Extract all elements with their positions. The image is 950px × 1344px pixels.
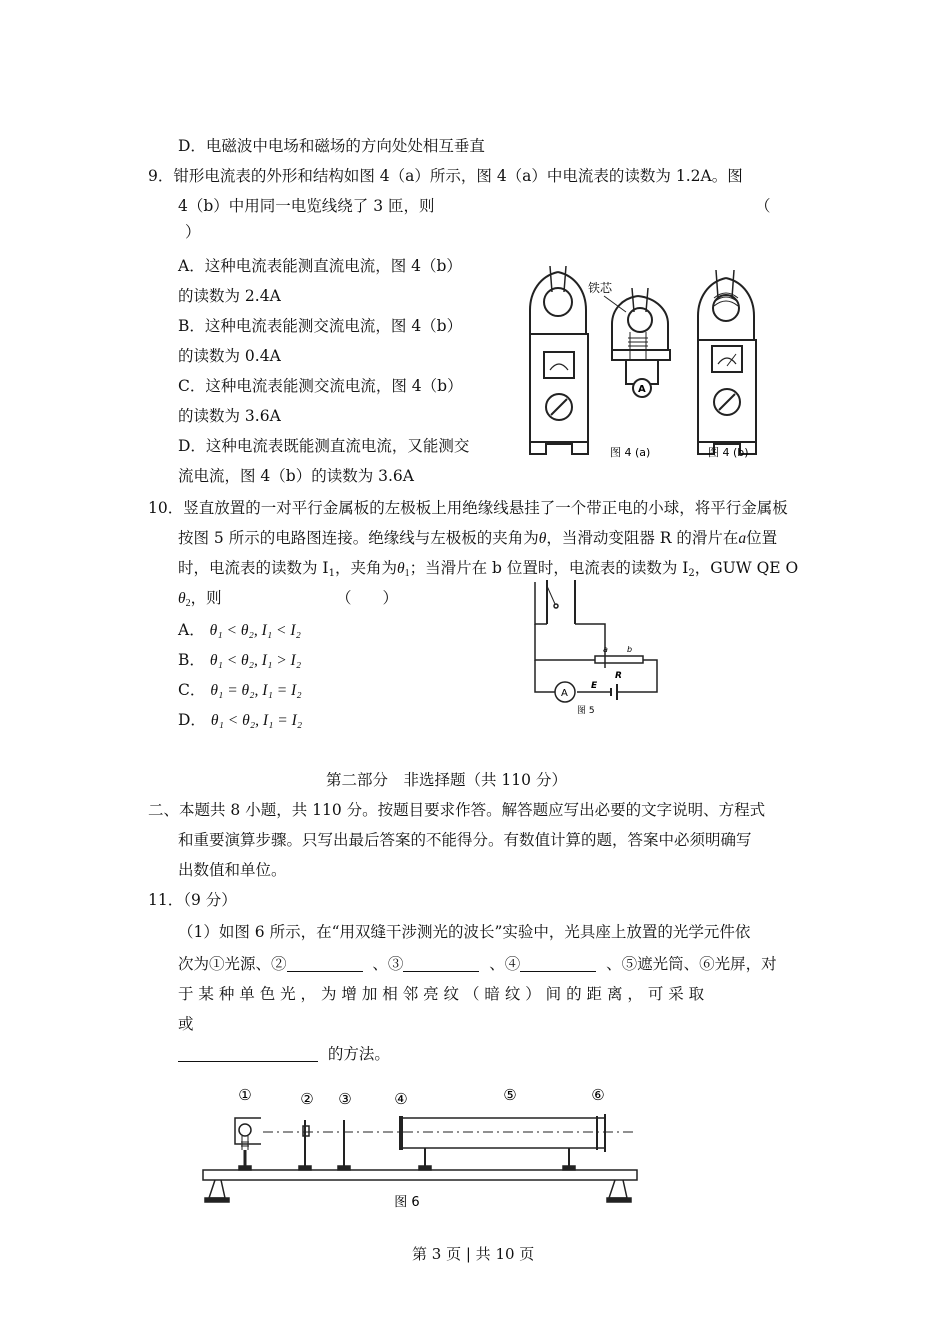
figure-4a-caption: 图 4 (a) [610,446,651,459]
option-expression: θ₁ < θ₂, I₁ > I₂ [209,652,302,669]
q11-part1-line5 [178,1044,390,1064]
q9-option-a-line2: 的读数为 2.4A [178,287,281,305]
part2-intro-line2: 和重要演算步骤。只写出最后答案的不能得分。有数值计算的题，答案中必须明确写 [178,831,752,849]
q10-stem-line4 [178,588,222,614]
q9-answer-paren-open: （ [755,197,771,215]
q11-text: 、③ [372,955,404,973]
q10-stem-line3 [178,558,798,584]
figure-5-ammeter-label: A [561,688,568,699]
figure-5-point-b: b [627,645,633,654]
subscript: 1 [328,568,335,579]
q9-option-c-line1: C．这种电流表能测交流电流，图 4（b） [178,377,463,395]
q9-answer-paren-close: ） [185,223,201,241]
part2-intro-line3: 出数值和单位。 [178,861,287,879]
figure-5-circuit [525,578,665,718]
q10-stem-line2 [178,528,777,549]
q11-part1-line3: 于 某 种 单 色 光 ， 为 增 加 相 邻 亮 纹 （ 暗 纹 ） 间 的 距 离 ， 可 采 取 [178,985,705,1003]
option-expression: θ₁ = θ₂, I₁ = I₂ [210,682,302,699]
q9-option-a-line1: A．这种电流表能测直流电流，图 4（b） [178,257,462,275]
q9-stem-line1: 9．钳形电流表的外形和结构如图 4（a）所示，图 4（a）中电流表的读数为 1.2A。图 [148,167,743,185]
theta-2-symbol: $\theta_2$ [178,590,191,609]
theta-symbol: θ [538,530,547,547]
q9-option-d-line2: 流电流，图 4（b）的读数为 3.6A [178,467,414,485]
option-expression: θ₁ < θ₂, I₁ = I₂ [210,712,303,729]
q10-option-a [178,620,301,641]
marker-6: ⑥ [591,1086,605,1104]
q11-text: 次为①光源、② [178,955,287,973]
q10-option-c [178,680,302,701]
q11-text: 的方法。 [327,1045,390,1063]
q8-option-d: D．电磁波中电场和磁场的方向处处相互垂直 [178,137,485,155]
option-label: C． [178,681,206,699]
marker-3: ③ [338,1090,352,1108]
marker-5: ⑤ [503,1086,517,1104]
q10-stem-text: ；当滑片在 b 位置时，电流表的读数为 I [409,559,689,577]
page-footer: 第 3 页 | 共 10 页 [412,1245,535,1263]
part2-intro-line1: 二、本题共 8 小题，共 110 分。按题目要求作答。解答题应写出必要的文字说明、方程式 [148,801,766,819]
theta-1-symbol: $\theta_1$ [396,560,410,579]
q11-part1-line1: （1）如图 6 所示，在“用双缝干涉测光的波长”实验中，光具座上放置的光学元件依 [178,923,751,941]
option-label: A． [178,621,205,639]
marker-4: ④ [394,1090,408,1108]
figure-5-battery-label: E [591,681,598,691]
answer-blank-method[interactable] [178,1045,318,1062]
q9-option-b-line1: B．这种电流表能测交流电流，图 4（b） [178,317,463,335]
position-a-symbol: a [738,530,747,547]
q11-part1-line2 [178,954,777,974]
subscript: 2 [688,568,695,579]
q11-text: 、④ [489,955,521,973]
figure-4-clamp-meters [500,262,780,472]
figure-5-point-a: a [603,645,608,654]
figure-6-optical-bench [195,1080,645,1220]
answer-blank-2[interactable] [287,955,363,972]
q9-option-c-line2: 的读数为 3.6A [178,407,281,425]
q10-stem-line1: 10．竖直放置的一对平行金属板的左极板上用绝缘线悬挂了一个带正电的小球，将平行金属板 [148,499,788,517]
figure-5-rheostat-label: R [615,671,622,681]
option-label: B． [178,651,205,669]
q9-option-d-line1: D．这种电流表既能测直流电流，又能测交 [178,437,470,455]
ammeter-label: A [638,384,646,395]
q10-stem-text: 按图 5 所示的电路图连接。绝缘线与左极板的夹角为 [178,529,539,547]
q10-stem-text: 位置 [746,529,778,547]
figure-5-caption: 图 5 [577,706,595,716]
iron-core-label: 铁芯 [588,281,613,295]
answer-blank-4[interactable] [520,955,596,972]
marker-1: ① [238,1086,252,1104]
marker-2: ② [300,1090,314,1108]
q11-header: 11．（9 分） [148,891,237,909]
q10-stem-text: 时，电流表的读数为 I [178,559,329,577]
figure-4b-caption: 图 4 (b) [708,446,749,459]
q11-text: 、⑤遮光筒、⑥光屏，对 [606,955,777,973]
q10-stem-text: ，夹角为 [334,559,397,577]
q10-stem-text: ，则 [190,589,222,607]
figure-6-caption: 图 6 [394,1195,420,1210]
q11-part1-line4: 或 [178,1015,194,1033]
q10-stem-text: ，GUW QE O [694,559,799,577]
option-expression: θ₁ < θ₂, I₁ < I₂ [209,622,301,639]
q10-option-d [178,710,302,731]
q9-option-b-line2: 的读数为 0.4A [178,347,281,365]
option-label: D． [178,711,206,729]
q10-option-b [178,650,301,671]
answer-blank-3[interactable] [403,955,479,972]
q9-stem-line2: 4（b）中用同一电览线绕了 3 匝，则 [178,197,435,215]
q10-stem-text: ，当滑动变阻器 R 的滑片在 [546,529,739,547]
q10-answer-paren: （ ） [336,589,399,607]
part2-heading: 第二部分 非选择题（共 110 分） [326,771,567,789]
